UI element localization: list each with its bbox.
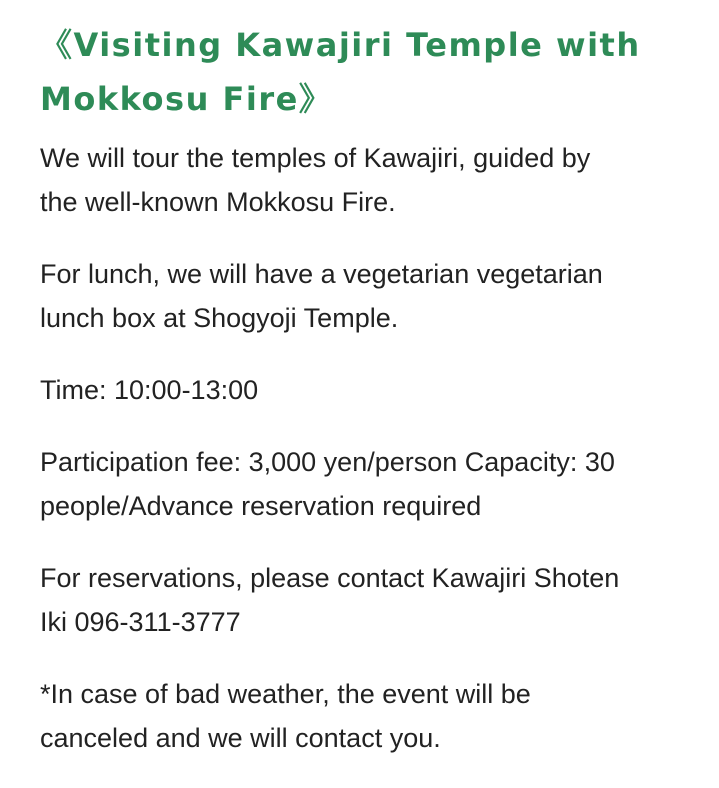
tour-description: We will tour the temples of Kawajiri, guided by the well-known Mokkosu Fire. bbox=[40, 143, 591, 217]
event-announcement bbox=[40, 18, 680, 788]
event-title: 《Visiting Kawajiri Temple with Mokkosu Fire》 bbox=[40, 26, 641, 118]
fee-capacity-info: Participation fee: 3,000 yen/person Capacity: 30 people/Advance reservation required bbox=[40, 447, 615, 521]
lunch-info: For lunch, we will have a vegetarian vegetarian lunch box at Shogyoji Temple. bbox=[40, 259, 603, 333]
reservation-contact: For reservations, please contact Kawajiri Shoten Iki 096-311-3777 bbox=[40, 563, 620, 637]
weather-notice: *In case of bad weather, the event will be canceled and we will contact you. bbox=[40, 679, 531, 753]
time-info: Time: 10:00-13:00 bbox=[40, 375, 259, 405]
